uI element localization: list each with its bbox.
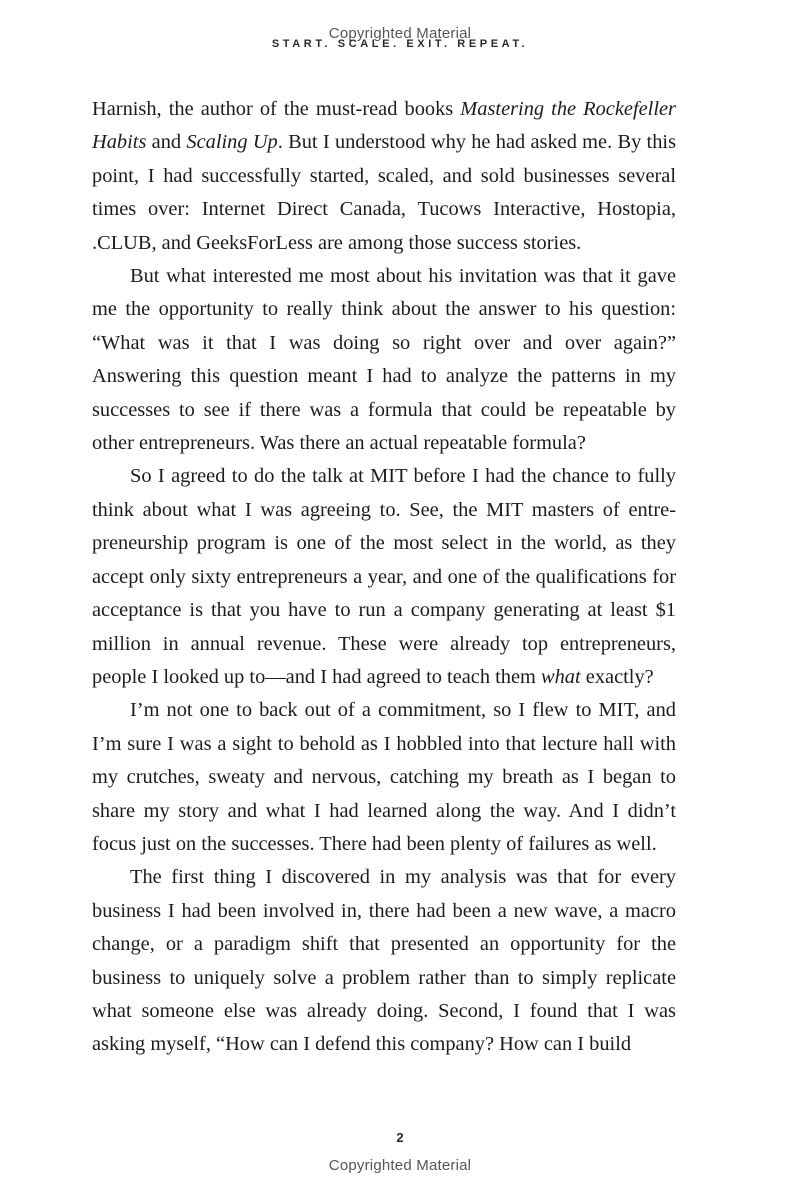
paragraph-4	[92, 694, 676, 861]
paragraph-5	[92, 861, 676, 1061]
book-title-italic: Scaling Up	[186, 131, 278, 154]
emphasis-italic: what	[541, 665, 581, 688]
page-number: 2	[396, 1130, 404, 1145]
text-run: and	[146, 131, 187, 154]
text-run: So I agreed to do the talk at MIT before I had the chance to fully think about what I was agreeing to. See, the MIT masters of entrepreneurship program is one of the most select in the world, as they accept only sixty entrepreneurs a year, and one of the qualifications for acceptance is that you have to run a company generating at least $1 million in annual revenue. These were already top entrepreneurs, people I looked up to—and I had agreed to teach them	[92, 465, 676, 688]
paragraph-3	[92, 460, 676, 694]
book-title-italic: Mastering the Rockefeller Habits	[92, 98, 676, 154]
text-run: But what interested me most about his invitation was that it gave me the opportunity to really think about the answer to his question: “What was it that I was doing so right over and over again?” Answering this question meant I had to analyze the patterns in my successes to see if there was a formula that could be repeatable by other entrepreneurs. Was there an actual repeatable formula?	[92, 265, 676, 455]
paragraph-2	[92, 260, 676, 460]
text-run: Harnish, the author of the must-read books	[92, 98, 461, 120]
copyright-watermark-top: Copyrighted Material	[328, 25, 472, 42]
copyright-watermark-bottom: Copyrighted Material	[328, 1157, 472, 1174]
text-run: I’m not one to back out of a commitment, so I flew to MIT, and I’m sure I was a sight to behold as I hobbled into that lecture hall with my crutches, sweaty and nervous, catching my breath as I began to share my story and what I had learned along the way. And I didn’t focus just on the successes. There had been plenty of failures as well.	[92, 699, 676, 855]
text-run: . But I understood why he had asked me. By this point, I had successfully started, scaled, and sold businesses several times over: Internet Direct Canada, Tucows Interactive, Hostopia, .CLUB, and GeeksForLess are among those success stories.	[92, 131, 677, 254]
body-text	[92, 93, 676, 1062]
paragraph-1	[92, 93, 676, 260]
running-header-title: START. SCALE. EXIT. REPEAT.	[271, 38, 529, 50]
text-run: exactly?	[580, 665, 654, 688]
text-run: The first thing I discovered in my analysis was that for every business I had been involved in, there had been a new wave, a macro change, or a paradigm shift that presented an opportunity for the business to uniquely solve a problem rather than to simply replicate what someone else was already doing. Second, I found that I was asking myself, “How can I defend this company? How can I build	[92, 866, 676, 1056]
